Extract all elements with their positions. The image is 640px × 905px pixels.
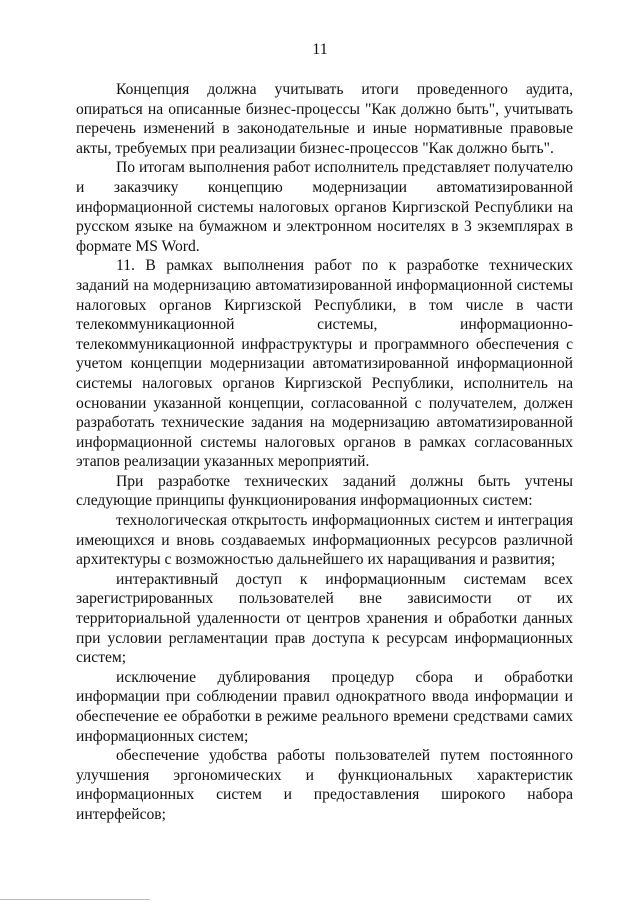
paragraph-concept-requirements: Концепция должна учитывать итоги проведенного аудита, опираться на описанные бизнес-процессы "Как должно быть", учитывать перечень изменений в законодательные и иные нормативные правовые акты, требуемых при реализации бизнес-процессов "Как должно быть".: [76, 81, 573, 157]
page-number: 11: [312, 41, 328, 58]
paragraph-concept-delivery: По итогам выполнения работ исполнитель представляет получателю и заказчику концепцию модернизации автоматизированной информационной системы налоговых органов Киргизской Республики на русском языке на бумажном и электронном носителях в 3 экземплярах в формате MS Word.: [76, 159, 573, 255]
paragraph-principle-usability: обеспечение удобства работы пользователей путем постоянного улучшения эргономических и функциональных характеристик информационных систем и предоставления широкого набора интерфейсов;: [76, 747, 573, 823]
paragraph-clause-11: 11. В рамках выполнения работ по к разработке технических заданий на модернизацию автоматизированной информационной системы налоговых органов Киргизской Республики, в том числе в части телекоммуникационной системы, информационно-телекоммуникационной инфраструктуры и программного обеспечения с учетом концепции модернизации автоматизированной информационной системы налоговых органов Киргизской Республики, исполнитель на основании указанной концепции, согласованной с получателем, должен разработать технические задания на модернизацию автоматизированной информационной системы налоговых органов в рамках согласованных этапов реализации указанных мероприятий.: [76, 257, 573, 471]
paragraph-principle-openness: технологическая открытость информационных систем и интеграция имеющихся и вновь создаваемых информационных ресурсов различной архитектуры с возможностью дальнейшего их наращивания и развития;: [76, 512, 573, 569]
paragraph-principle-no-duplication: исключение дублирования процедур сбора и обработки информации при соблюдении правил однократного ввода информации и обеспечение ее обработки в режиме реального времени средствами самих информационных систем;: [76, 668, 573, 745]
paragraph-principles-intro: При разработке технических заданий должны быть учтены следующие принципы функционирования информационных систем:: [76, 472, 573, 510]
body-text: [76, 80, 573, 825]
footer-rule: [0, 899, 150, 900]
paragraph-principle-access: интерактивный доступ к информационным системам всех зарегистрированных пользователей вне зависимости от их территориальной удаленности от центров хранения и обработки данных при условии регламентации прав доступа к ресурсам информационных систем;: [76, 570, 573, 667]
